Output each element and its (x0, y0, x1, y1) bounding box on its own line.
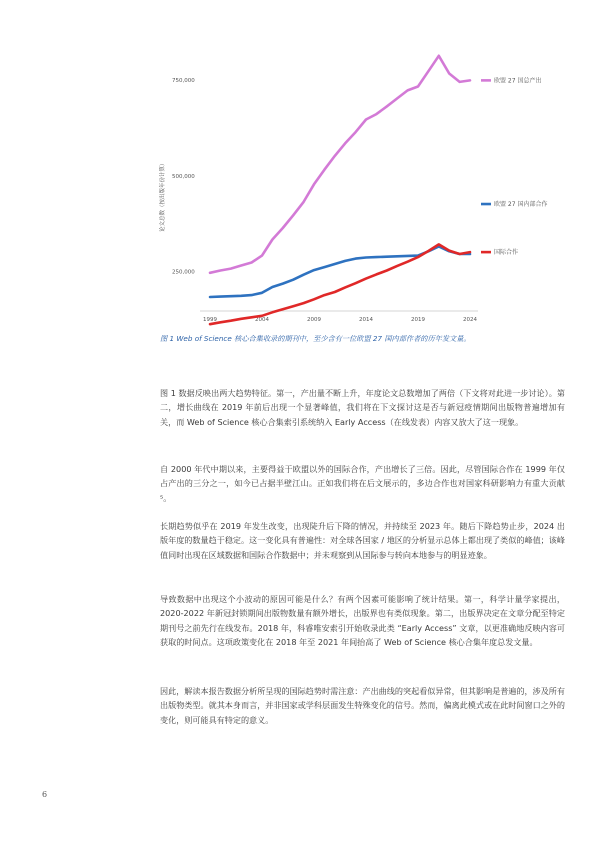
x-tick-label: 2024 (463, 317, 477, 323)
page-number: 6 (42, 790, 48, 799)
body-paragraph-1 (160, 386, 565, 429)
body-paragraph-3 (160, 519, 565, 562)
body-paragraph-2 (160, 462, 565, 505)
paragraph-text: 自 2000 年代中期以来，主要得益于欧盟以外的国际合作，产出增长了三倍。因此，尽管国际合作在 1999 年仅占产出的三分之一，如今已占据半壁江山。正如我们将在后文展示的，多边合作也对国家科研影响力有重大贡献 ⁵。 (160, 464, 565, 503)
x-tick-label: 2009 (307, 317, 321, 323)
paragraph-text: 导致数据中出现这个小波动的原因可能是什么？有两个因素可能影响了统计结果。第一，科学计量学家提出，2020-2022 年新冠封锁期间出版物数量有额外增长，出版界也有类似现象。第二，出版界决定在文章分配至特定期刊号之前先行在线发布。2018 年，科睿唯安索引开始收录此类 “Early Access” 文章，以更准确地反映内容可获取的时间点。这项政策变化在 2018 年至 2021 年间抬高了 Web of Science 核心合集年度总发文量。 (160, 594, 565, 648)
legend-label: 欧盟 27 国内部合作 (494, 201, 548, 209)
legend-label: 欧盟 27 国总产出 (494, 77, 542, 85)
body-paragraph-5 (160, 684, 565, 727)
line-chart (0, 0, 596, 330)
y-tick-label: 500,000 (172, 173, 195, 180)
y-tick-label: 250,000 (172, 269, 195, 276)
body-paragraph-4 (160, 592, 565, 650)
y-axis-label: 论文总数（按出版年份计算） (160, 160, 166, 232)
paragraph-text: 长期趋势似乎在 2019 年发生改变，出现陡升后下降的情况，并持续至 2023 年。随后下降趋势止步，2024 出版年度的数量趋于稳定。这一变化具有普遍性：对全球各国家 / 地区的分析显示总体上都出现了类似的峰值；该峰值同时出现在区域数据和国际合作数据中；并未观察到从国际参与转向本地参与的明显迹象。 (160, 521, 565, 560)
figure-caption: 图 1 Web of Science 核心合集收录的期刊中，至少含有一位欧盟 27 国内部作者的历年发文量。 (160, 334, 471, 343)
x-tick-label: 1999 (203, 317, 217, 323)
x-tick-label: 2004 (255, 317, 269, 323)
legend-label: 国际合作 (494, 249, 519, 257)
paragraph-text: 图 1 数据反映出两大趋势特征。第一，产出量不断上升，年度论文总数增加了两倍（下文将对此进一步讨论）。第二，增长曲线在 2019 年前后出现一个显著峰值，我们将在下文探讨这是否与新冠疫情期间出版物普遍增加有关，而 Web of Science 核心合集索引系统纳入 Early Access（在线发表）内容又放大了这一现象。 (160, 388, 565, 427)
series-line-1 (210, 56, 470, 273)
x-tick-label: 2019 (411, 317, 425, 323)
series-line-3 (210, 244, 470, 324)
paragraph-text: 因此，解读本报告数据分析所呈现的国际趋势时需注意：产出曲线的突起看似异常，但其影响是普遍的，涉及所有出版物类型。就其本身而言，并非国家或学科层面发生特殊变化的信号。然而，偏离此模式或在此时间窗口之外的变化，则可能具有特定的意义。 (160, 686, 565, 725)
x-tick-label: 2014 (359, 317, 373, 323)
y-tick-label: 750,000 (172, 78, 195, 84)
